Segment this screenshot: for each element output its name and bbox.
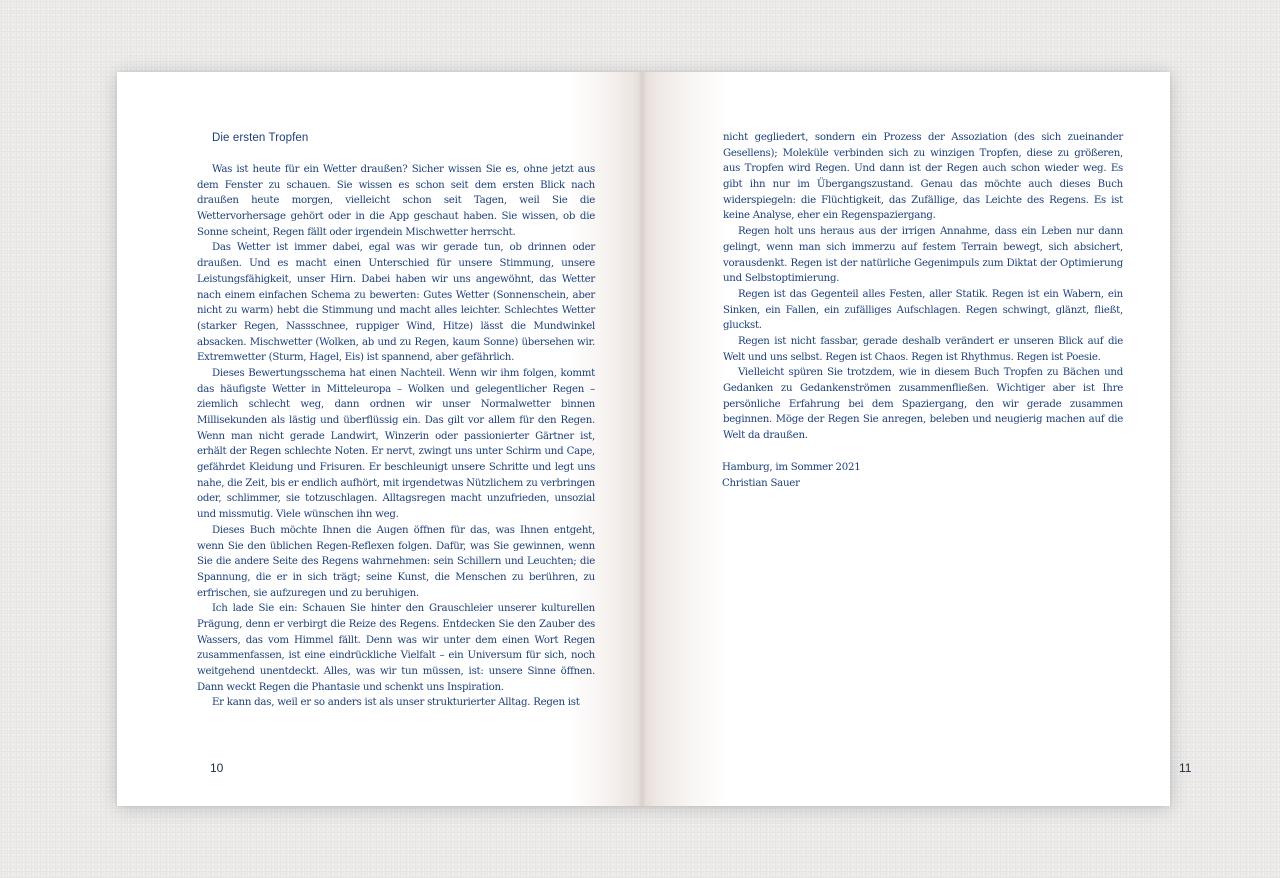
signature (722, 460, 860, 491)
paragraph: nicht gegliedert, sondern ein Prozess der Assoziation (des sich zueinander Gesellens); Moleküle verbinden sich zu winzigen Tropfen, diese zu größeren, aus Tropfen wird Regen. Und dann ist der Regen auch schon wieder weg. Es gibt ihn nur im Übergangszustand. Genau das möchte auch dieses Buch widerspiegeln: die Flüchtigkeit, das Zufällige, das Leichte des Regens. Es ist keine Analyse, eher ein Regenspaziergang. (723, 132, 1123, 222)
page-number: 11 (1179, 761, 1192, 775)
left-page-text (197, 162, 595, 711)
signature-place-date: Hamburg, im Sommer 2021 (722, 462, 861, 473)
paragraph: Das Wetter ist immer dabei, egal was wir gerade tun, ob drinnen oder draußen. Und es macht einen Unterschied für unsere Stimmung, unsere Leistungsfähigkeit, unser Hirn. Dabei haben wir uns angewöhnt, das Wetter nach einem einfachen Schema zu bewerten: Gutes Wetter (Sonnenschein, aber nicht zu warm) hebt die Stimmung und macht alles leichter. Schlechtes Wetter (starker Regen, Nassschnee, ruppiger Wind, Hitze) lässt die Mundwinkel absacken. Mischwetter (Wolken, ab und zu Regen, kaum Sonne) übersehen wir. Extremwetter (Sturm, Hagel, Eis) ist spannend, aber gefährlich. (197, 242, 595, 364)
right-page (642, 72, 1192, 806)
left-page (117, 72, 642, 806)
paragraph: Regen ist das Gegenteil alles Festen, aller Statik. Regen ist ein Wabern, ein Sinken, ein Fallen, ein zufälliges Aufschlagen. Regen schwingt, glänzt, fließt, gluckst. (723, 288, 1123, 332)
book-spread (117, 72, 1192, 806)
signature-author: Christian Sauer (722, 477, 800, 489)
paragraph: Dieses Buch möchte Ihnen die Augen öffnen für das, was Ihnen entgeht, wenn Sie den üblichen Regen-Reflexen folgen. Dafür, was Sie gewinnen, wenn Sie die andere Seite des Regens wahrnehmen: sein Schillern und Leuchten; die Spannung, die er in sich trägt; seine Kunst, die Menschen zu berühren, zu erfrischen, sie aufzuregen und zu beruhigen. (197, 524, 595, 599)
paragraph: Was ist heute für ein Wetter draußen? Sicher wissen Sie es, ohne jetzt aus dem Fenster zu schauen. Sie wissen es schon seit dem ersten Blick nach draußen heute morgen, vielleicht schon seit Tagen, weil Sie die Wettervorhersage gehört oder in die App geschaut haben. Sie wissen, ob die Sonne scheint, Regen fällt oder irgendein Mischwetter herrscht. (197, 164, 595, 238)
page-number: 10 (210, 761, 224, 775)
paragraph: Ich lade Sie ein: Schauen Sie hinter den Grauschleier unserer kulturellen Prägung, denn er verbirgt die Reize des Regens. Entdecken Sie den Zauber des Wassers, das vom Himmel fällt. Denn was wir unter dem einen Wort Regen zusammenfassen, ist eine eindrückliche Vielfalt – ein Universum für sich, noch weitgehend unentdeckt. Alles, was wir tun müssen, ist: unsere Sinne öffnen. Dann weckt Regen die Phantasie und schenkt uns Inspiration. (197, 603, 595, 693)
paragraph: Er kann das, weil er so anders ist als unser strukturierter Alltag. Regen ist (212, 697, 580, 709)
paragraph: Regen holt uns heraus aus der irrigen Annahme, dass ein Leben nur dann gelingt, wenn man sich immerzu auf festem Terrain bewegt, sich absichert, vorausdenkt. Regen ist der natürliche Gegenimpuls zum Diktat der Optimierung und Selbstoptimierung. (723, 226, 1123, 285)
paragraph: Regen ist nicht fassbar, gerade deshalb verändert er unseren Blick auf die Welt und uns selbst. Regen ist Chaos. Regen ist Rhythmus. Regen ist Poesie. (723, 335, 1123, 363)
book-gutter (638, 72, 646, 806)
running-head: Die ersten Tropfen (212, 132, 309, 144)
paragraph: Dieses Bewertungsschema hat einen Nachteil. Wenn wir ihm folgen, kommt das häufigste Wetter in Mitteleuropa – Wolken und gelegentlicher Regen – ziemlich schlecht weg, dann ordnen wir unser Normalwetter binnen Millisekunden als lästig und überflüssig ein. Das gilt vor allem für den Regen. Wenn man nicht gerade Landwirt, Winzerin oder passionierter Gärtner ist, erhält der Regen schlechte Noten. Er nervt, zwingt uns unter Schirm und Cape, gefährdet Kleidung und Frisuren. Er beschleunigt unsere Schritte und legt uns nahe, die Zeit, bis er endlich aufhört, mit irgendetwas Nützlichem zu verbringen oder, schlimmer, sie totzuschlagen. Alltagsregen macht unzufrieden, unsozial und missmutig. Viele wünschen ihn weg. (197, 367, 595, 521)
right-page-text (723, 130, 1123, 444)
paragraph: Vielleicht spüren Sie trotzdem, wie in diesem Buch Tropfen zu Bächen und Gedanken zu Gedankenströmen zusammenfließen. Wichtiger aber ist Ihre persönliche Erfahrung bei dem Spaziergang, den wir gerade zusammen beginnen. Möge der Regen Sie anregen, beleben und neugierig machen auf die Welt da draußen. (723, 367, 1123, 442)
